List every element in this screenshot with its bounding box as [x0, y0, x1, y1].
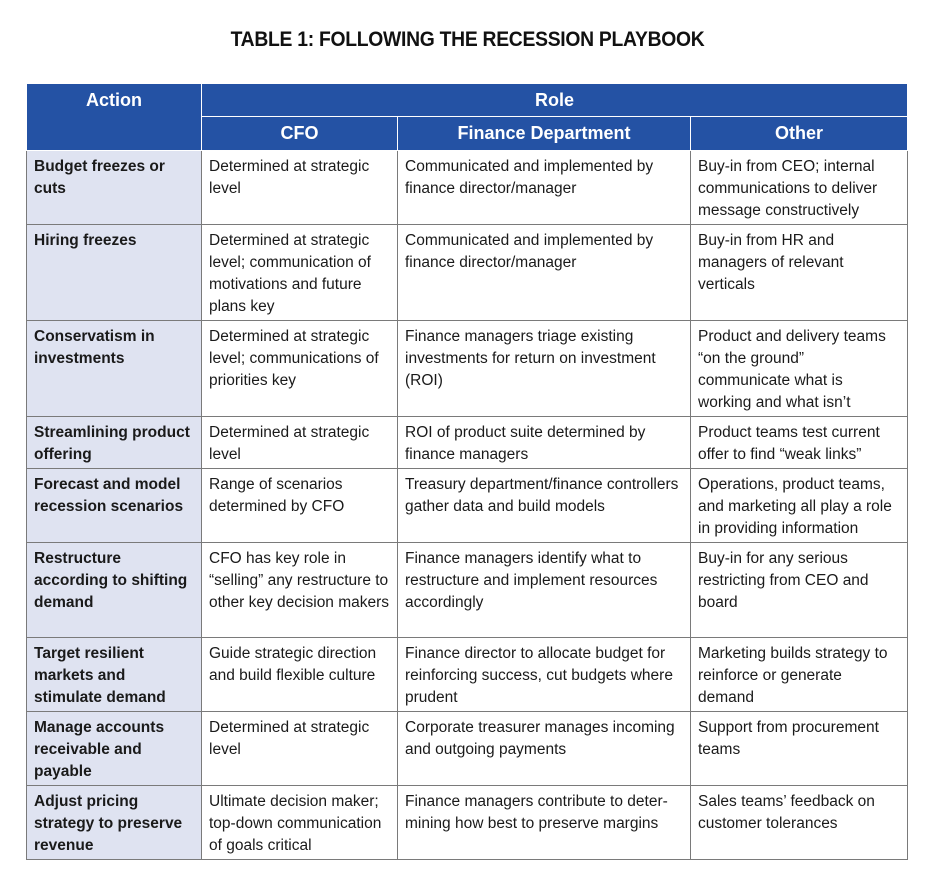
action-cell: Restructure according to shifting demand [27, 543, 202, 638]
other-cell: Buy-in from HR and managers of relevant verticals [691, 225, 908, 321]
action-cell: Target resilient markets and stimulate demand [27, 638, 202, 712]
cfo-cell: Guide strategic direction and build flexible culture [202, 638, 398, 712]
header-row-top [27, 84, 908, 117]
cfo-cell: Determined at strategic level; communication of motivations and future plans key [202, 225, 398, 321]
table-row [27, 786, 908, 860]
cfo-cell: Range of scenarios determined by CFO [202, 469, 398, 543]
table-row [27, 225, 908, 321]
action-cell: Adjust pricing strategy to preserve revenue [27, 786, 202, 860]
table-row [27, 469, 908, 543]
cfo-cell: Determined at strategic level [202, 712, 398, 786]
recession-playbook-table [26, 83, 908, 860]
other-cell: Product and delivery teams “on the ground” communicate what is working and what isn’t [691, 321, 908, 417]
finance-cell: Finance managers identify what to restructure and implement resources accordingly [398, 543, 691, 638]
header-role: Role [202, 84, 908, 117]
action-cell: Forecast and model recession scenarios [27, 469, 202, 543]
action-cell: Manage accounts receivable and payable [27, 712, 202, 786]
table-title: TABLE 1: FOLLOWING THE RECESSION PLAYBOOK [230, 28, 705, 51]
table-row [27, 712, 908, 786]
finance-cell: ROI of product suite determined by finance managers [398, 417, 691, 469]
table-row [27, 638, 908, 712]
finance-cell: Treasury department/finance controllers gather data and build models [398, 469, 691, 543]
other-cell: Buy-in for any serious restricting from CEO and board [691, 543, 908, 638]
finance-cell: Finance director to allocate budget for reinforcing success, cut budgets where prudent [398, 638, 691, 712]
action-cell: Budget freezes or cuts [27, 151, 202, 225]
action-cell: Conservatism in investments [27, 321, 202, 417]
finance-cell: Finance managers contribute to deter-mining how best to preserve margins [398, 786, 691, 860]
action-cell: Streamlining product offering [27, 417, 202, 469]
table-row [27, 151, 908, 225]
other-cell: Operations, product teams, and marketing all play a role in providing information [691, 469, 908, 543]
finance-cell: Communicated and implemented by finance director/manager [398, 151, 691, 225]
table-row [27, 321, 908, 417]
cfo-cell: Determined at strategic level; communications of priorities key [202, 321, 398, 417]
cfo-cell: Determined at strategic level [202, 417, 398, 469]
finance-cell: Finance managers triage existing investments for return on investment (ROI) [398, 321, 691, 417]
cfo-cell: Ultimate decision maker; top-down communication of goals critical [202, 786, 398, 860]
other-cell: Buy-in from CEO; internal communications to deliver message constructively [691, 151, 908, 225]
other-cell: Support from procurement teams [691, 712, 908, 786]
table-row [27, 417, 908, 469]
header-other: Other [691, 117, 908, 151]
header-cfo: CFO [202, 117, 398, 151]
header-finance: Finance Department [398, 117, 691, 151]
other-cell: Marketing builds strategy to reinforce or generate demand [691, 638, 908, 712]
header-action: Action [27, 84, 202, 151]
other-cell: Product teams test current offer to find “weak links” [691, 417, 908, 469]
cfo-cell: Determined at strategic level [202, 151, 398, 225]
finance-cell: Corporate treasurer manages incoming and outgoing payments [398, 712, 691, 786]
table-row [27, 543, 908, 638]
finance-cell: Communicated and implemented by finance director/manager [398, 225, 691, 321]
other-cell: Sales teams’ feedback on customer tolerances [691, 786, 908, 860]
action-cell: Hiring freezes [27, 225, 202, 321]
cfo-cell: CFO has key role in “selling” any restructure to other key decision makers [202, 543, 398, 638]
